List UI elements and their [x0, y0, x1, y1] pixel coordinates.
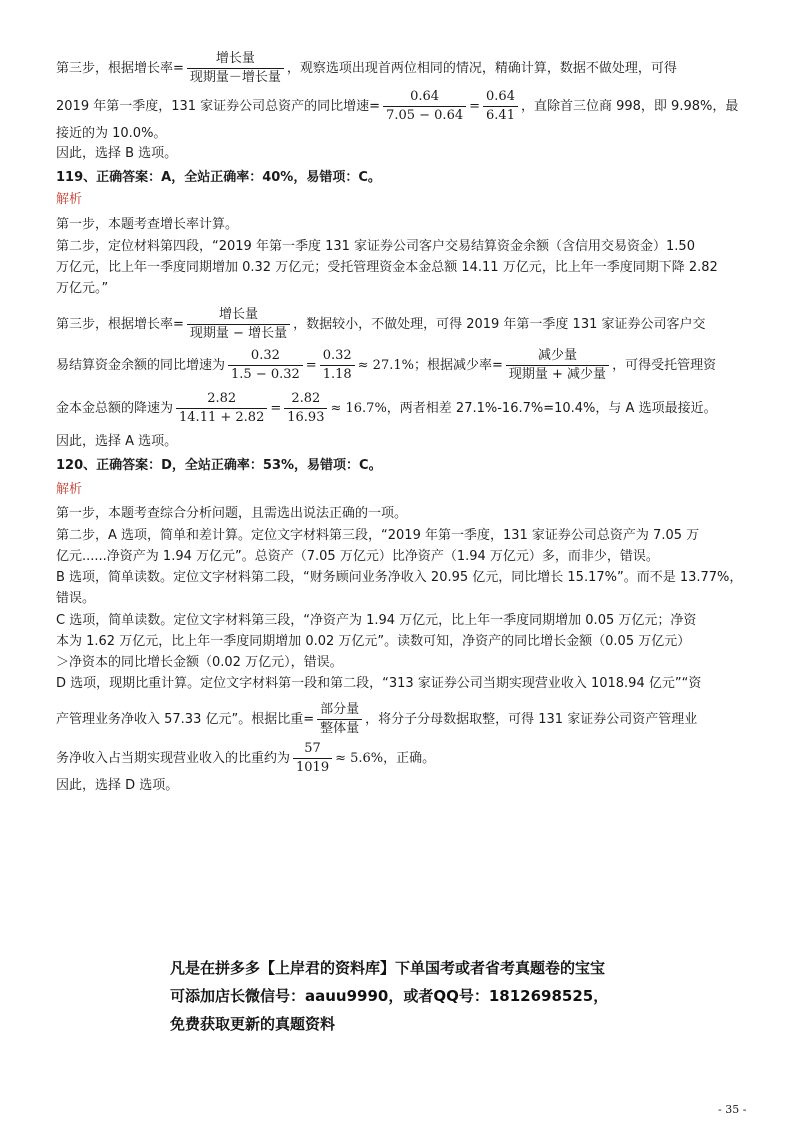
fraction-growth-rate: $\frac{\text{增长量}}{\text{现期量 − 增长量}}$ [187, 306, 290, 343]
q119-step2-line3: 万亿元。” [56, 281, 109, 296]
text: ，观察选项出现首两位相同的情况，精确计算，数据不做处理，可得 [286, 61, 677, 76]
q119-step3-line2: 易结算资金余额的同比增速为 $\frac{0.32}{1.5 - 0.32}$ = $\frac{0.32}{1.18}$ ≈ 27.1%；根据减少率= $\frac{\text{减少量}}{\text{现期量 + 减少量}}$ ，可得受托管理资 [56, 348, 717, 382]
q118-result-line: 接近的为 10.0%。 [56, 126, 167, 141]
footer-promo-line1: 凡是在拼多多【上岸君的资料库】下单国考或者省考真题卷的宝宝 [170, 959, 606, 977]
fraction: $\frac{0.64}{7.05 - 0.64}$ [383, 88, 466, 125]
q119-step2-line1: 第二步，定位材料第四段，“2019 年第一季度 131 家证券公司客户交易结算资金余额（含信用交易资金）1.50 [56, 239, 695, 254]
q120-option-d-line3: 务净收入占当期实现营业收入的比重约为 $\frac{57}{1019}$ ≈ 5.6%，正确。 [56, 741, 436, 775]
q120-option-c-line3: ＞净资本的同比增长金额（0.02 万亿元），错误。 [56, 655, 343, 670]
fraction: $\frac{0.32}{1.18}$ [320, 347, 355, 384]
q120-option-c-line1: C 选项，简单读数。定位文字材料第三段，“净资产为 1.94 万亿元，比上年一季度同期增加 0.05 万亿元；净资 [56, 613, 697, 628]
q119-step3-line3: 金本金总额的降速为 $\frac{2.82}{14.11 + 2.82}$ = $\frac{2.82}{16.93}$ ≈ 16.7%，两者相差 27.1%-16.7%=10.4%，与 A 选项最接近。 [56, 391, 717, 425]
text: 第三步，根据增长率= [56, 61, 184, 76]
fraction: $\frac{0.32}{1.5 - 0.32}$ [228, 347, 303, 384]
q118-calc-line: 2019 年第一季度，131 家证券公司总资产的同比增速= $\frac{0.64}{7.05 - 0.64}$ = $\frac{0.64}{6.41}$ ，直除首三位商 998，即 9.98%，最 [56, 89, 739, 123]
q120-option-b-line1: B 选项，简单读数。定位文字材料第二段，“财务顾问业务净收入 20.95 亿元，同比增长 15.17%”。而不是 13.77%， [56, 570, 743, 585]
fraction: $\frac{2.82}{16.93}$ [284, 390, 327, 427]
q120-option-a-line1: 第二步，A 选项，简单和差计算。定位文字材料第三段，“2019 年第一季度，131 家证券公司总资产为 7.05 万 [56, 528, 700, 543]
fraction-decrease-rate: $\frac{\text{减少量}}{\text{现期量 + 减少量}}$ [506, 347, 609, 384]
fraction: $\frac{57}{1019}$ [293, 740, 332, 777]
q119-step3-line1: 第三步，根据增长率= $\frac{\text{增长量}}{\text{现期量 − 增长量}}$ ，数据较小，不做处理，可得 2019 年第一季度 131 家证券公司客户交 [56, 307, 706, 341]
fraction-growth-rate: $\frac{\text{增长量}}{\text{现期量－增长量}}$ [187, 50, 284, 87]
fraction: $\frac{2.82}{14.11 + 2.82}$ [176, 390, 267, 427]
q119-conclusion: 因此，选择 A 选项。 [56, 434, 178, 449]
footer-promo-line3: 免费获取更新的真题资料 [170, 1015, 336, 1033]
q120-analysis-label: 解析 [56, 482, 83, 497]
q119-step2-line2: 万亿元，比上年一季度同期增加 0.32 万亿元；受托管理资金本金总额 14.11 万亿元，比上年一季度同期下降 2.82 [56, 260, 718, 275]
q120-option-d-line2: 产管理业务净收入 57.33 亿元”。根据比重= $\frac{\text{部分量}}{\text{整体量}}$ ，将分子分母数据取整，可得 131 家证券公司资产管理业 [56, 702, 698, 736]
q120-conclusion: 因此，选择 D 选项。 [56, 778, 179, 793]
footer-promo-line2: 可添加店长微信号：aauu9990，或者QQ号：1812698525， [170, 987, 609, 1005]
fraction: $\frac{0.64}{6.41}$ [483, 88, 518, 125]
q120-option-a-line2: 亿元......净资产为 1.94 万亿元”。总资产（7.05 万亿元）比净资产（1.94 万亿元）多，而非少，错误。 [56, 549, 659, 564]
q120-option-d-line1: D 选项，现期比重计算。定位文字材料第一段和第二段，“313 家证券公司当期实现营业收入 1018.94 亿元”“资 [56, 676, 702, 691]
page-number: - 35 - [718, 1103, 747, 1116]
q119-answer-header: 119、正确答案：A，全站正确率：40%，易错项：C。 [56, 170, 381, 185]
q118-conclusion: 因此，选择 B 选项。 [56, 146, 178, 161]
q118-step3-line [56, 50, 677, 87]
q120-step1: 第一步，本题考查综合分析问题，且需选出说法正确的一项。 [56, 506, 408, 521]
fraction-proportion: $\frac{\text{部分量}}{\text{整体量}}$ [317, 701, 362, 738]
q119-step1: 第一步，本题考查增长率计算。 [56, 217, 239, 232]
q120-option-b-line2: 错误。 [56, 591, 96, 606]
q120-answer-header: 120、正确答案：D，全站正确率：53%，易错项：C。 [56, 458, 382, 473]
q119-analysis-label: 解析 [56, 192, 83, 207]
q120-option-c-line2: 本为 1.62 万亿元，比上年一季度同期增加 0.02 万亿元”。读数可知，净资产的同比增长金额（0.05 万亿元） [56, 634, 691, 649]
